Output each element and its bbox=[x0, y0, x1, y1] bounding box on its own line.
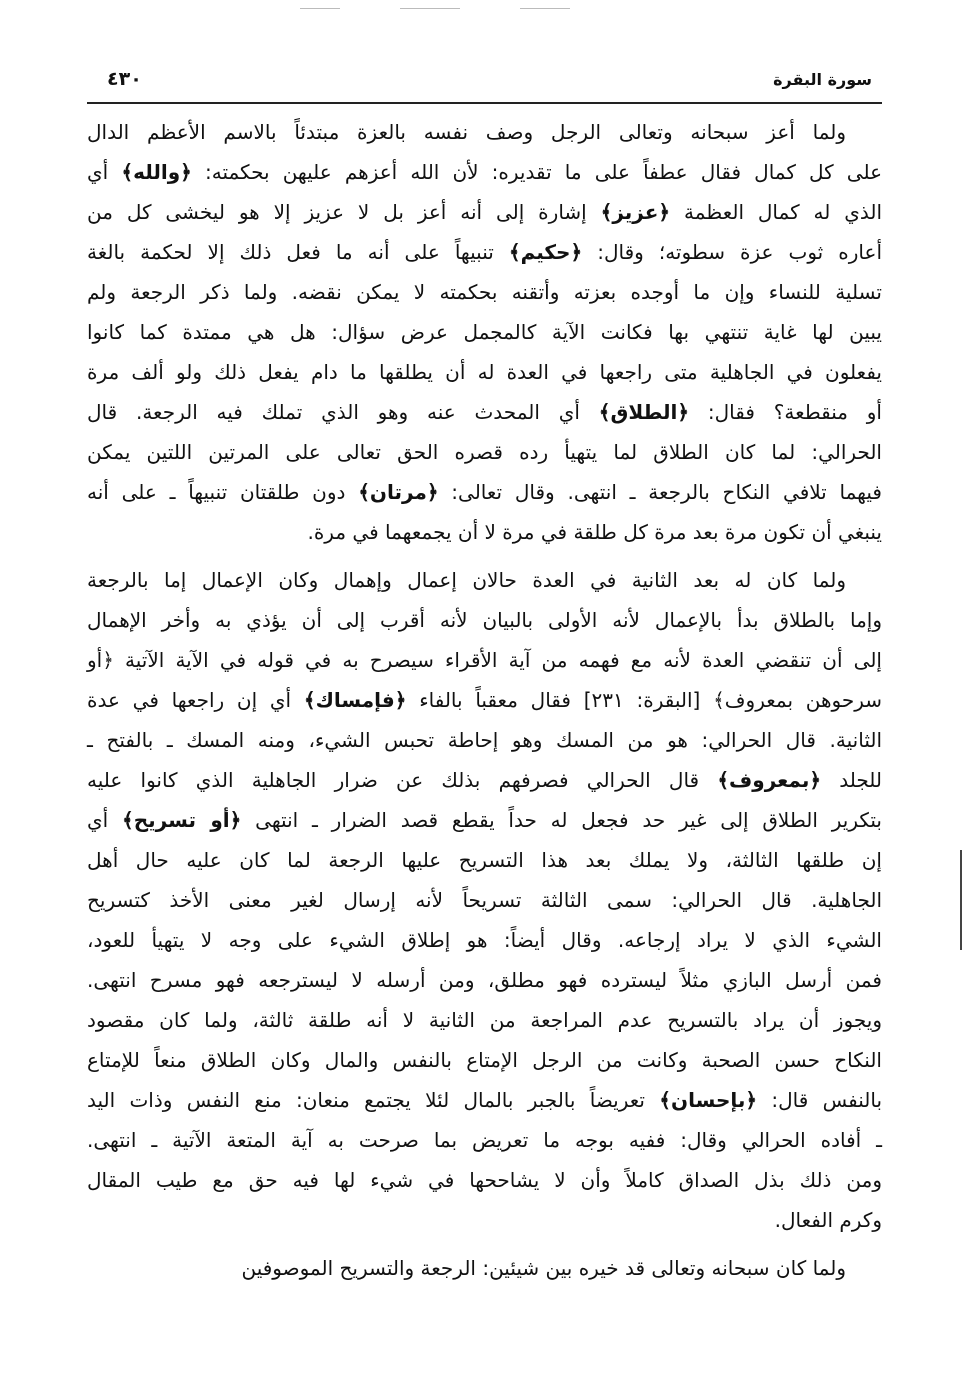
text-line bbox=[87, 192, 882, 232]
text-line bbox=[87, 1160, 882, 1200]
quran-quote: ﴿أو تسريح﴾ bbox=[122, 808, 242, 832]
text-segment: يفعلون في الجاهلية متى راجعها في العدة له أن يطلقها ما دام يفعل ذلك ولو ألف مرة bbox=[87, 360, 882, 384]
text-line bbox=[87, 432, 882, 472]
text-line bbox=[87, 512, 882, 552]
scan-mark bbox=[300, 8, 340, 9]
paragraph bbox=[87, 1248, 882, 1288]
quran-quote: ﴿بإحسان﴾ bbox=[659, 1088, 758, 1112]
text-segment: ويجوز أن يراد بالتسريح عدم المراجعة من الثانية لا أنه طلقة ثالثة، ولما كان مقصود bbox=[87, 1008, 882, 1032]
text-segment: ومن ذلك بذل الصداق كاملاً وأن لا يشاححها في شيء لها فيه حق مع طيب المقال bbox=[87, 1168, 882, 1192]
quran-quote: ﴿حكيم﴾ bbox=[508, 240, 583, 264]
text-segment: الجاهلية. قال الحرالي: سمى الثالثة تسريحاً لأنه إرسال لغير معنى الأخذ كتسريح bbox=[87, 888, 882, 912]
text-segment: قال الحرالي فصرفهم بذلك عن ضرار الجاهلية الذي كانوا عليه bbox=[87, 768, 718, 792]
text-segment: أي bbox=[87, 808, 123, 832]
text-segment: وكرم الفعال. bbox=[774, 1208, 882, 1232]
text-segment: أي المحدث عنه وهو الذي تملك فيه الرجعة. قال bbox=[87, 400, 599, 424]
text-line bbox=[87, 152, 882, 192]
text-segment: الثانية. قال الحرالي: هو من المسك وهو إحاطة تحبس الشيء، ومنه المسك ـ بالفتح ـ bbox=[87, 728, 882, 752]
quran-quote: ﴿الطلاق﴾ bbox=[598, 400, 690, 424]
text-segment: أي bbox=[87, 160, 122, 184]
text-segment: تسلية للنساء وإن ما أوجده بعزته وأتقنه بحكمته لا يمكن نقضه. ولما ذكر الرجعة ولم bbox=[87, 280, 882, 304]
text-segment: أو منقطعة؟ فقال: bbox=[689, 400, 882, 424]
text-line bbox=[87, 560, 882, 600]
surah-title: سورة البقرة bbox=[773, 70, 872, 89]
text-line bbox=[87, 760, 882, 800]
text-line bbox=[87, 312, 882, 352]
text-line bbox=[87, 600, 882, 640]
text-segment: تعريضاً بالجبر بالمال لئلا يجتمع منعان: منع النفس وذات اليد bbox=[87, 1088, 660, 1112]
text-line bbox=[87, 1000, 882, 1040]
text-segment: يبين لها غاية تنتهي بها فكانت الآية كالمجمل عرض سؤال: هل هي ممتدة كما كانوا bbox=[87, 320, 882, 344]
text-segment: للجلد bbox=[821, 768, 883, 792]
text-segment: إن طلقها الثالثة، ولا يملك بعد هذا التسريح عليها الرجعة لما كان عليه حال أهل bbox=[87, 848, 882, 872]
text-segment: النكاح حسن الصحبة وكانت من الرجل الإمتاع بالنفس والمال وكان الطلاق منعاً للإمتاع bbox=[87, 1048, 882, 1072]
text-line bbox=[87, 352, 882, 392]
text-line bbox=[87, 680, 882, 720]
text-segment: أعاره ثوب عزة سطوته؛ وقال: bbox=[582, 240, 882, 264]
text-segment: سرحوهن بمعروف﴾ [البقرة: ٢٣١] فقال معقباً بالفاء bbox=[406, 688, 883, 712]
text-segment: أي إن راجعها في عدة bbox=[87, 688, 304, 712]
text-line bbox=[87, 920, 882, 960]
quran-quote: ﴿مرتان﴾ bbox=[358, 480, 439, 504]
text-segment: فيهما تلافي النكاح بالرجعة ـ انتهى. وقال تعالى: bbox=[438, 480, 882, 504]
text-segment: فمن أرسل البازي مثلاً ليسترده فهو مطلق، ومن أرسله لا ليسترجعه فهو مسرح انتهى. bbox=[87, 968, 882, 992]
text-line bbox=[87, 1200, 882, 1240]
text-segment: الحرالي: لما كان الطلاق لما يتهيأ رده قصره الحق تعالى على المرتين اللتين يمكن bbox=[87, 440, 882, 464]
text-segment: ولما أعز سبحانه وتعالى الرجل وصف نفسه بالعزة مبتدئاً بالاسم الأعظم الدال bbox=[87, 120, 846, 144]
text-segment: تنبيهاً على أنه ما فعل ذلك إلا لحكمة بالغة bbox=[87, 240, 509, 264]
text-segment: بتكرير الطلاق إلى غير حد فجعل له حداً يقطع قصد الضرار ـ انتهى bbox=[241, 808, 882, 832]
text-line bbox=[87, 472, 882, 512]
text-line bbox=[87, 1248, 882, 1288]
text-segment: إشارة إلى أنه أعز بل لا عزيز إلا هو ليخشى كل من bbox=[87, 200, 601, 224]
text-line bbox=[87, 720, 882, 760]
paragraph bbox=[87, 560, 882, 1240]
text-segment: وإما بالطلاق بدأ بالإعمال لأنه الأولى بالبيان لأنه أقرب إلى أن يؤذي به وأخر الإهمال bbox=[87, 608, 882, 632]
text-line bbox=[87, 392, 882, 432]
paragraph bbox=[87, 112, 882, 552]
quran-quote: ﴿والله﴾ bbox=[121, 160, 192, 184]
text-segment: دون طلقتان تنبيهاً ـ على أنه bbox=[87, 480, 359, 504]
text-segment: بالنفس قال: bbox=[757, 1088, 883, 1112]
text-line bbox=[87, 272, 882, 312]
text-segment: ينبغي أن تكون مرة بعد مرة كل طلقة في مرة لا أن يجمعهما في مرة. bbox=[307, 520, 882, 544]
scan-mark bbox=[400, 8, 460, 9]
scan-mark bbox=[520, 8, 570, 9]
scan-edge bbox=[960, 850, 962, 950]
text-line bbox=[87, 640, 882, 680]
text-segment: الشيء الذي لا يراد إرجاعه. وقال أيضاً: هو إطلاق الشيء على وجه لا يتهيأ للعود، bbox=[87, 928, 882, 952]
text-line bbox=[87, 1120, 882, 1160]
quran-quote: ﴿بمعروف﴾ bbox=[717, 768, 822, 792]
text-segment: ولما كان له بعد الثانية في العدة حالان إعمال وإهمال وكان الإعمال إما بالرجعة bbox=[87, 568, 846, 592]
text-segment: على كل كمال فقال عطفاً على ما تقديره: لأن الله أعزهم عليهن بحكمته: bbox=[191, 160, 883, 184]
text-line bbox=[87, 232, 882, 272]
text-segment: الذي له كمال العظمة bbox=[670, 200, 883, 224]
text-segment: إلى أن تنقضي العدة لأنه مع فهمه من آية الأقراء سيصرح به في قوله في الآية الآتية ﴿أو bbox=[87, 648, 882, 672]
quran-quote: ﴿فإمساك﴾ bbox=[303, 688, 407, 712]
text-segment: ولما كان سبحانه وتعالى قد خيره بين شيئين: الرجعة والتسريح الموصوفين bbox=[241, 1256, 846, 1280]
quran-quote: ﴿عزيز﴾ bbox=[600, 200, 671, 224]
text-line bbox=[87, 880, 882, 920]
text-line bbox=[87, 1080, 882, 1120]
page-header bbox=[87, 62, 882, 104]
page-number: ٤٣٠ bbox=[107, 68, 142, 90]
text-line bbox=[87, 840, 882, 880]
text-line bbox=[87, 960, 882, 1000]
text-segment: ـ أفاده الحرالي وقال: ففيه بوجه ما تعريض بما صرحت به آية المتعة الآتية ـ انتهى. bbox=[87, 1128, 882, 1152]
text-line bbox=[87, 800, 882, 840]
text-line bbox=[87, 112, 882, 152]
page-body bbox=[87, 112, 882, 1288]
text-line bbox=[87, 1040, 882, 1080]
